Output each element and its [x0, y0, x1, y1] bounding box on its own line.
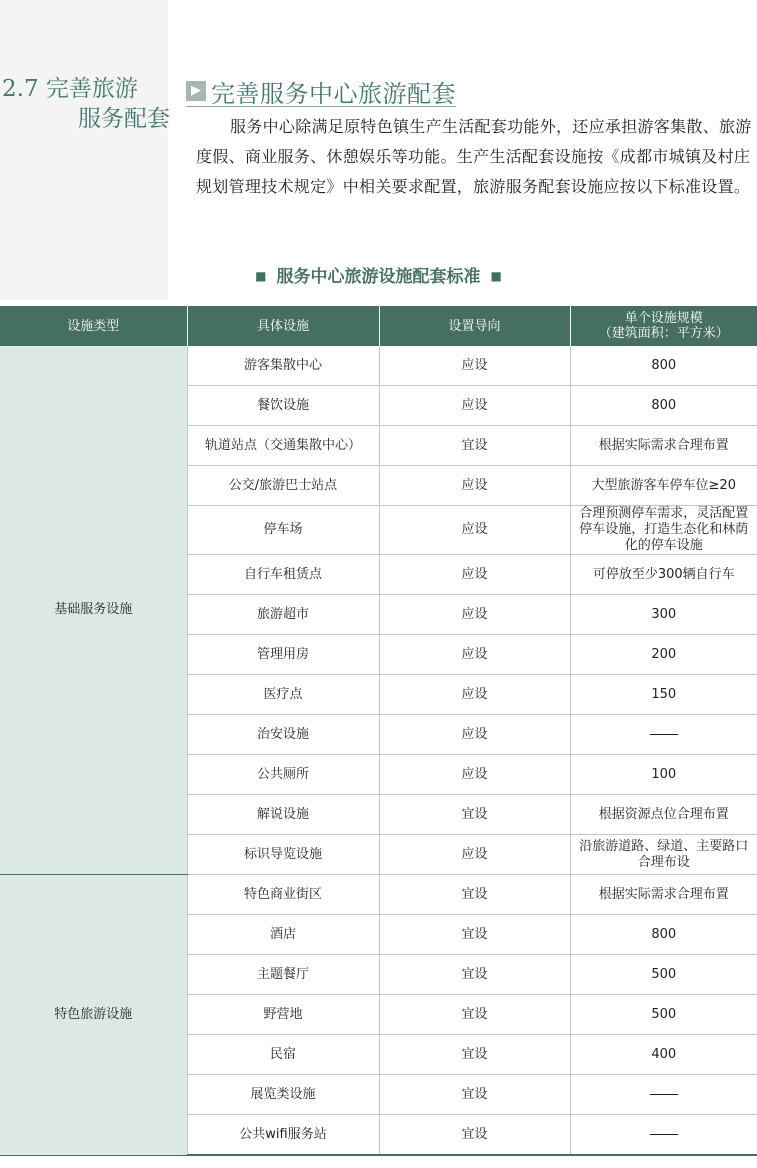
facility-cell: 旅游超市	[187, 595, 379, 635]
scale-cell: 500	[570, 955, 757, 995]
scale-cell: 500	[570, 995, 757, 1035]
guidance-cell: 宜设	[379, 995, 570, 1035]
section-title-line2: 服务配套	[78, 106, 170, 132]
guidance-cell: 应设	[379, 555, 570, 595]
table-title-text: 服务中心旅游设施配套标准	[276, 267, 481, 287]
table-title	[0, 262, 757, 287]
guidance-cell: 宜设	[379, 915, 570, 955]
guidance-cell: 宜设	[379, 1115, 570, 1156]
scale-cell	[570, 1115, 757, 1156]
facility-cell: 野营地	[187, 995, 379, 1035]
table-header-row	[0, 306, 757, 346]
bullet-square-icon: ■	[255, 269, 267, 283]
facility-cell: 民宿	[187, 1035, 379, 1075]
facility-cell: 公交/旅游巴士站点	[187, 466, 379, 506]
facility-cell: 轨道站点（交通集散中心）	[187, 426, 379, 466]
facility-cell: 停车场	[187, 506, 379, 555]
scale-cell: 根据资源点位合理布置	[570, 795, 757, 835]
scale-cell: 可停放至少300辆自行车	[570, 555, 757, 595]
table-row	[0, 346, 757, 386]
scale-cell: 根据实际需求合理布置	[570, 875, 757, 915]
guidance-cell: 应设	[379, 715, 570, 755]
guidance-cell: 宜设	[379, 1075, 570, 1115]
scale-cell: 300	[570, 595, 757, 635]
scale-cell: 沿旅游道路、绿道、主要路口合理布设	[570, 835, 757, 875]
dash-mark	[650, 1094, 678, 1095]
scale-cell: 150	[570, 675, 757, 715]
guidance-cell: 宜设	[379, 426, 570, 466]
scale-cell	[570, 1075, 757, 1115]
facility-cell: 解说设施	[187, 795, 379, 835]
dash-mark	[650, 734, 678, 735]
table-row	[0, 875, 757, 915]
bullet-square-icon: ■	[490, 269, 502, 283]
facility-cell: 餐饮设施	[187, 386, 379, 426]
facility-cell: 标识导览设施	[187, 835, 379, 875]
scale-cell: 800	[570, 915, 757, 955]
section-title-line1: 2.7 完善旅游	[2, 76, 138, 102]
guidance-cell: 宜设	[379, 875, 570, 915]
guidance-cell: 宜设	[379, 955, 570, 995]
category-cell: 特色旅游设施	[0, 875, 187, 1156]
facility-cell: 自行车租赁点	[187, 555, 379, 595]
facility-cell: 管理用房	[187, 635, 379, 675]
scale-cell: 800	[570, 346, 757, 386]
scale-cell: 400	[570, 1035, 757, 1075]
guidance-cell: 宜设	[379, 795, 570, 835]
facility-cell: 特色商业街区	[187, 875, 379, 915]
facility-cell: 治安设施	[187, 715, 379, 755]
header-scale: 单个设施规模 （建筑面积：平方米）	[570, 306, 757, 346]
scale-cell: 大型旅游客车停车位≥20	[570, 466, 757, 506]
arrow-icon: ▶	[186, 81, 206, 101]
facility-cell: 主题餐厅	[187, 955, 379, 995]
scale-cell: 合理预测停车需求，灵活配置停车设施，打造生态化和林荫化的停车设施	[570, 506, 757, 555]
subsection-heading	[186, 76, 456, 107]
scale-cell: 100	[570, 755, 757, 795]
section-title	[2, 74, 182, 134]
guidance-cell: 应设	[379, 675, 570, 715]
facility-cell: 公共wifi服务站	[187, 1115, 379, 1156]
scale-cell: 200	[570, 635, 757, 675]
guidance-cell: 应设	[379, 466, 570, 506]
guidance-cell: 应设	[379, 386, 570, 426]
guidance-cell: 应设	[379, 755, 570, 795]
header-facility: 具体设施	[187, 306, 379, 346]
facility-cell: 展览类设施	[187, 1075, 379, 1115]
facility-cell: 医疗点	[187, 675, 379, 715]
sidebar-background	[0, 0, 168, 300]
subsection-title: 完善服务中心旅游配套	[211, 79, 456, 108]
guidance-cell: 应设	[379, 635, 570, 675]
scale-cell: 800	[570, 386, 757, 426]
guidance-cell: 应设	[379, 595, 570, 635]
body-paragraph	[196, 112, 756, 202]
facility-cell: 游客集散中心	[187, 346, 379, 386]
facility-standards-table	[0, 306, 757, 1156]
header-type: 设施类型	[0, 306, 187, 346]
scale-cell	[570, 715, 757, 755]
guidance-cell: 应设	[379, 346, 570, 386]
header-guidance: 设置导向	[379, 306, 570, 346]
facility-cell: 公共厕所	[187, 755, 379, 795]
category-cell: 基础服务设施	[0, 346, 187, 875]
scale-cell: 根据实际需求合理布置	[570, 426, 757, 466]
facility-cell: 酒店	[187, 915, 379, 955]
guidance-cell: 应设	[379, 506, 570, 555]
guidance-cell: 宜设	[379, 1035, 570, 1075]
guidance-cell: 应设	[379, 835, 570, 875]
paragraph-text: 服务中心除满足原特色镇生产生活配套功能外，还应承担游客集散、旅游度假、商业服务、休憩娱乐等功能。生产生活配套设施按《成都市城镇及村庄规划管理技术规定》中相关要求配置，旅游服务配套设施应按以下标准设置。	[196, 117, 752, 196]
dash-mark	[650, 1134, 678, 1135]
table-body	[0, 346, 757, 1155]
